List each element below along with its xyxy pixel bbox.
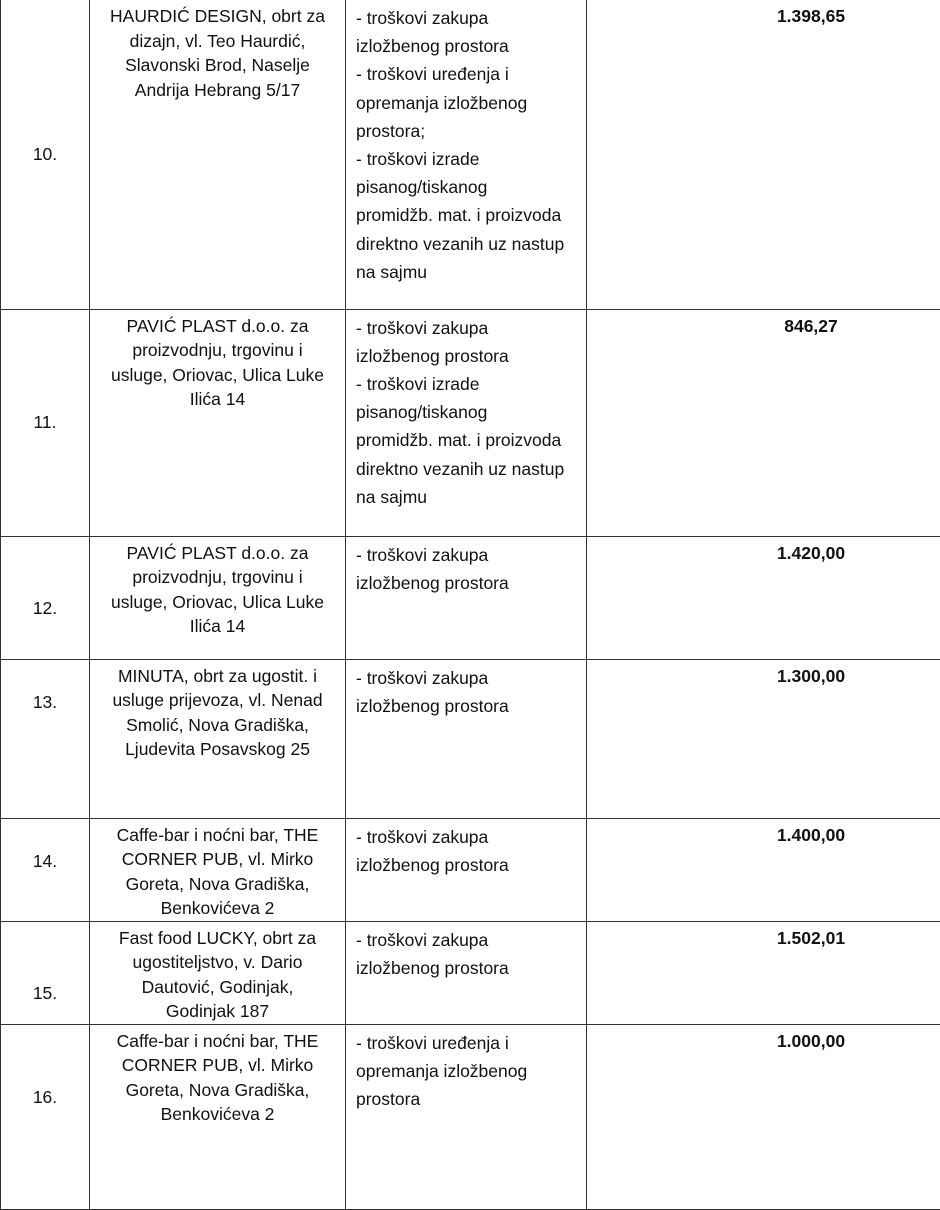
amount: 1.420,00 xyxy=(587,536,940,659)
cost-description: - troškovi zakupa izložbenog prostora - troškovi uređenja i opremanja izložbenog prostora; - troškovi izrade pisanog/tiskanog promidžb. mat. i proizvoda direktno vezanih uz nastup na sajmu xyxy=(346,0,587,309)
table-row xyxy=(1,309,940,536)
table-row xyxy=(1,659,940,818)
table-row xyxy=(1,818,940,921)
amount: 1.400,00 xyxy=(587,818,940,921)
company-name: PAVIĆ PLAST d.o.o. za proizvodnju, trgovinu i usluge, Oriovac, Ulica Luke Ilića 14 xyxy=(90,309,346,536)
cost-description: - troškovi zakupa izložbenog prostora - troškovi izrade pisanog/tiskanog promidžb. mat. i proizvoda direktno vezanih uz nastup na sajmu xyxy=(346,309,587,536)
row-number: 13. xyxy=(1,659,90,818)
table-row xyxy=(1,0,940,309)
row-number: 10. xyxy=(1,0,90,309)
cost-description: - troškovi zakupa izložbenog prostora xyxy=(346,659,587,818)
company-name: PAVIĆ PLAST d.o.o. za proizvodnju, trgovinu i usluge, Oriovac, Ulica Luke Ilića 14 xyxy=(90,536,346,659)
cost-description: - troškovi uređenja i opremanja izložbenog prostora xyxy=(346,1024,587,1209)
amount: 1.398,65 xyxy=(587,0,940,309)
amount: 1.300,00 xyxy=(587,659,940,818)
table-row xyxy=(1,921,940,1024)
amount: 846,27 xyxy=(587,309,940,536)
row-number: 11. xyxy=(1,309,90,536)
table-row xyxy=(1,1024,940,1209)
cost-description: - troškovi zakupa izložbenog prostora xyxy=(346,536,587,659)
amount: 1.000,00 xyxy=(587,1024,940,1209)
row-number: 15. xyxy=(1,921,90,1024)
row-number: 12. xyxy=(1,536,90,659)
company-name: Caffe-bar i noćni bar, THE CORNER PUB, vl. Mirko Goreta, Nova Gradiška, Benkovićeva 2 xyxy=(90,818,346,921)
company-name: MINUTA, obrt za ugostit. i usluge prijevoza, vl. Nenad Smolić, Nova Gradiška, Ljudevita Posavskog 25 xyxy=(90,659,346,818)
company-name: Caffe-bar i noćni bar, THE CORNER PUB, vl. Mirko Goreta, Nova Gradiška, Benkovićeva 2 xyxy=(90,1024,346,1209)
table-row xyxy=(1,536,940,659)
cost-description: - troškovi zakupa izložbenog prostora xyxy=(346,818,587,921)
company-name: HAURDIĆ DESIGN, obrt za dizajn, vl. Teo Haurdić, Slavonski Brod, Naselje Andrija Hebrang 5/17 xyxy=(90,0,346,309)
amount: 1.502,01 xyxy=(587,921,940,1024)
cost-description: - troškovi zakupa izložbenog prostora xyxy=(346,921,587,1024)
row-number: 16. xyxy=(1,1024,90,1209)
row-number: 14. xyxy=(1,818,90,921)
company-name: Fast food LUCKY, obrt za ugostiteljstvo, v. Dario Dautović, Godinjak, Godinjak 187 xyxy=(90,921,346,1024)
